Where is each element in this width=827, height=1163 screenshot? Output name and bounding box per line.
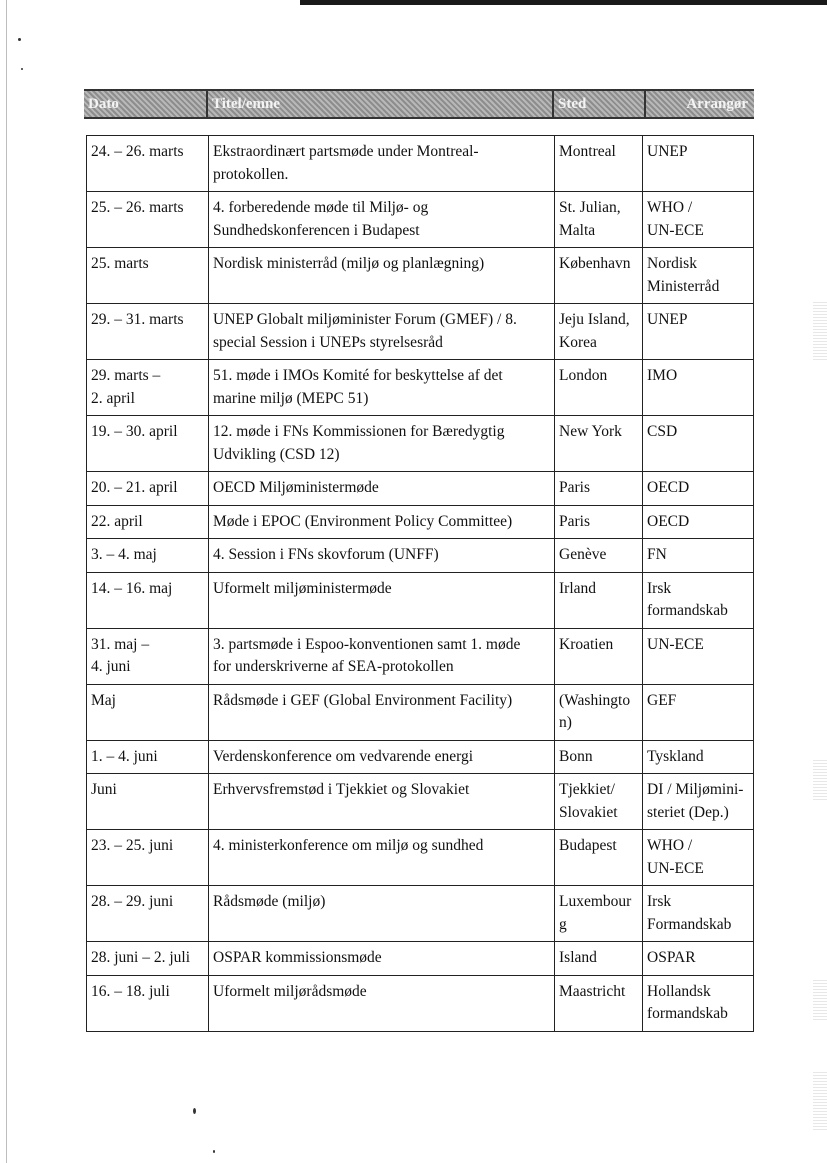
cell-date: 28. juni – 2. juli bbox=[87, 942, 209, 976]
cell-title: Nordisk ministerråd (miljø og planlægning) bbox=[209, 248, 555, 304]
table-row bbox=[87, 942, 754, 976]
cell-organizer: WHO / UN-ECE bbox=[643, 192, 754, 248]
scan-speck bbox=[21, 68, 23, 70]
table-row bbox=[87, 416, 754, 472]
cell-date: 3. – 4. maj bbox=[87, 539, 209, 573]
cell-organizer: FN bbox=[643, 539, 754, 573]
scan-noise bbox=[813, 760, 827, 800]
cell-organizer: Irsk formandskab bbox=[643, 572, 754, 628]
scan-speck bbox=[213, 1150, 215, 1153]
cell-organizer: CSD bbox=[643, 416, 754, 472]
cell-title: Erhvervsfremstød i Tjekkiet og Slovakiet bbox=[209, 774, 555, 830]
table-row bbox=[87, 248, 754, 304]
table-row bbox=[87, 136, 754, 192]
cell-title: 12. møde i FNs Kommissionen for Bæredygtig Udvikling (CSD 12) bbox=[209, 416, 555, 472]
cell-organizer: Irsk Formandskab bbox=[643, 886, 754, 942]
cell-date: 29. marts – 2. april bbox=[87, 360, 209, 416]
table-row bbox=[87, 360, 754, 416]
scan-noise bbox=[813, 980, 827, 1020]
cell-date: 1. – 4. juni bbox=[87, 740, 209, 774]
cell-organizer: IMO bbox=[643, 360, 754, 416]
cell-date: 31. maj – 4. juni bbox=[87, 628, 209, 684]
scan-speck bbox=[193, 1108, 196, 1114]
schedule-body bbox=[87, 136, 754, 1032]
cell-organizer: WHO / UN-ECE bbox=[643, 830, 754, 886]
cell-place: Montreal bbox=[555, 136, 643, 192]
cell-organizer: DI / Miljømini- steriet (Dep.) bbox=[643, 774, 754, 830]
cell-place: Budapest bbox=[555, 830, 643, 886]
table-row bbox=[87, 774, 754, 830]
meeting-schedule-table bbox=[86, 135, 754, 1032]
cell-organizer: GEF bbox=[643, 684, 754, 740]
cell-place: Maastricht bbox=[555, 975, 643, 1031]
cell-organizer: Nordisk Ministerråd bbox=[643, 248, 754, 304]
header-place: Sted bbox=[552, 91, 644, 117]
cell-place: Kroatien bbox=[555, 628, 643, 684]
cell-place: Paris bbox=[555, 472, 643, 506]
header-title: Titel/emne bbox=[206, 91, 552, 117]
scan-noise bbox=[813, 300, 827, 360]
cell-place: Bonn bbox=[555, 740, 643, 774]
cell-place: Genève bbox=[555, 539, 643, 573]
cell-title: Rådsmøde i GEF (Global Environment Facility) bbox=[209, 684, 555, 740]
table-row bbox=[87, 886, 754, 942]
cell-place: Irland bbox=[555, 572, 643, 628]
cell-place: (Washingto n) bbox=[555, 684, 643, 740]
cell-place: St. Julian, Malta bbox=[555, 192, 643, 248]
cell-organizer: OECD bbox=[643, 472, 754, 506]
cell-title: 4. forberedende møde til Miljø- og Sundhedskonferencen i Budapest bbox=[209, 192, 555, 248]
cell-title: 4. Session i FNs skovforum (UNFF) bbox=[209, 539, 555, 573]
cell-place: København bbox=[555, 248, 643, 304]
cell-title: 4. ministerkonference om miljø og sundhed bbox=[209, 830, 555, 886]
table-row bbox=[87, 505, 754, 539]
cell-place: New York bbox=[555, 416, 643, 472]
cell-date: 29. – 31. marts bbox=[87, 304, 209, 360]
cell-organizer: Tyskland bbox=[643, 740, 754, 774]
table-row bbox=[87, 830, 754, 886]
cell-title: UNEP Globalt miljøminister Forum (GMEF) / 8. special Session i UNEPs styrelsesråd bbox=[209, 304, 555, 360]
cell-organizer: UNEP bbox=[643, 136, 754, 192]
table-row bbox=[87, 539, 754, 573]
cell-date: 22. april bbox=[87, 505, 209, 539]
table-row bbox=[87, 975, 754, 1031]
header-date: Dato bbox=[88, 96, 119, 112]
cell-date: 14. – 16. maj bbox=[87, 572, 209, 628]
cell-title: OSPAR kommissionsmøde bbox=[209, 942, 555, 976]
cell-title: Ekstraordinært partsmøde under Montreal- protokollen. bbox=[209, 136, 555, 192]
cell-title: OECD Miljøministermøde bbox=[209, 472, 555, 506]
cell-place: Jeju Island, Korea bbox=[555, 304, 643, 360]
cell-title: Møde i EPOC (Environment Policy Committee) bbox=[209, 505, 555, 539]
cell-date: Maj bbox=[87, 684, 209, 740]
cell-place: Island bbox=[555, 942, 643, 976]
cell-place: Paris bbox=[555, 505, 643, 539]
cell-place: Luxembour g bbox=[555, 886, 643, 942]
cell-place: London bbox=[555, 360, 643, 416]
cell-date: 23. – 25. juni bbox=[87, 830, 209, 886]
table-row bbox=[87, 472, 754, 506]
cell-title: 3. partsmøde i Espoo-konventionen samt 1. møde for underskriverne af SEA-protokollen bbox=[209, 628, 555, 684]
cell-place: Tjekkiet/ Slovakiet bbox=[555, 774, 643, 830]
table-row bbox=[87, 684, 754, 740]
header-organizer: Arrangør bbox=[644, 91, 750, 117]
cell-date: 25. – 26. marts bbox=[87, 192, 209, 248]
cell-date: 20. – 21. april bbox=[87, 472, 209, 506]
table-row bbox=[87, 740, 754, 774]
cell-date: 19. – 30. april bbox=[87, 416, 209, 472]
scan-speck bbox=[18, 38, 21, 41]
cell-organizer: UN-ECE bbox=[643, 628, 754, 684]
cell-organizer: Hollandsk formandskab bbox=[643, 975, 754, 1031]
cell-title: Uformelt miljørådsmøde bbox=[209, 975, 555, 1031]
table-header-bar bbox=[84, 89, 754, 119]
table-row bbox=[87, 192, 754, 248]
cell-date: 25. marts bbox=[87, 248, 209, 304]
cell-title: Verdenskonference om vedvarende energi bbox=[209, 740, 555, 774]
scan-noise bbox=[813, 1070, 827, 1130]
table-row bbox=[87, 572, 754, 628]
table-row bbox=[87, 628, 754, 684]
cell-title: Rådsmøde (miljø) bbox=[209, 886, 555, 942]
cell-date: 28. – 29. juni bbox=[87, 886, 209, 942]
cell-organizer: OSPAR bbox=[643, 942, 754, 976]
cell-organizer: UNEP bbox=[643, 304, 754, 360]
cell-organizer: OECD bbox=[643, 505, 754, 539]
cell-date: Juni bbox=[87, 774, 209, 830]
table-row bbox=[87, 304, 754, 360]
cell-date: 16. – 18. juli bbox=[87, 975, 209, 1031]
scan-left-edge bbox=[6, 0, 7, 1163]
cell-date: 24. – 26. marts bbox=[87, 136, 209, 192]
cell-title: 51. møde i IMOs Komité for beskyttelse af det marine miljø (MEPC 51) bbox=[209, 360, 555, 416]
cell-title: Uformelt miljøministermøde bbox=[209, 572, 555, 628]
scan-top-edge bbox=[300, 0, 827, 5]
